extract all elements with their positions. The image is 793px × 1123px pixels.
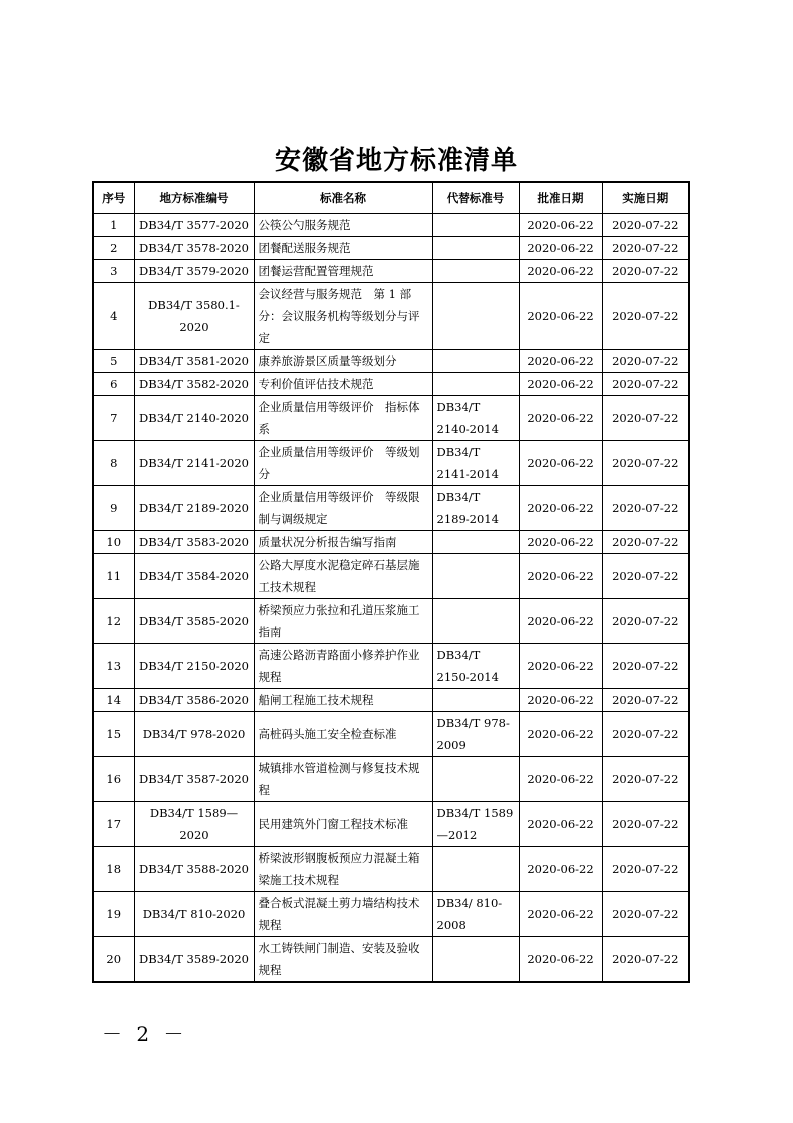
- cell-approved: 2020-06-22: [519, 802, 602, 847]
- cell-name: 高桩码头施工安全检查标准: [254, 712, 432, 757]
- cell-no: 3: [93, 260, 134, 283]
- cell-effective: 2020-07-22: [602, 712, 689, 757]
- cell-replaces: DB34/T 2140-2014: [432, 396, 519, 441]
- table-row: [93, 802, 689, 847]
- cell-effective: 2020-07-22: [602, 214, 689, 237]
- cell-code: DB34/T 810-2020: [134, 892, 254, 937]
- cell-no: 1: [93, 214, 134, 237]
- cell-code: DB34/T 3578-2020: [134, 237, 254, 260]
- cell-effective: 2020-07-22: [602, 644, 689, 689]
- cell-name: 水工铸铁闸门制造、安装及验收规程: [254, 937, 432, 983]
- cell-name: 公筷公勺服务规范: [254, 214, 432, 237]
- cell-approved: 2020-06-22: [519, 757, 602, 802]
- cell-no: 17: [93, 802, 134, 847]
- standards-table: [92, 181, 690, 983]
- cell-name: 高速公路沥青路面小修养护作业规程: [254, 644, 432, 689]
- cell-no: 6: [93, 373, 134, 396]
- cell-replaces: [432, 847, 519, 892]
- table-row: [93, 214, 689, 237]
- table-row: [93, 712, 689, 757]
- table-row: [93, 554, 689, 599]
- cell-replaces: DB34/T 2150-2014: [432, 644, 519, 689]
- table-row: [93, 847, 689, 892]
- cell-replaces: [432, 599, 519, 644]
- cell-no: 9: [93, 486, 134, 531]
- cell-name: 康养旅游景区质量等级划分: [254, 350, 432, 373]
- cell-name: 公路大厚度水泥稳定碎石基层施工技术规程: [254, 554, 432, 599]
- cell-effective: 2020-07-22: [602, 599, 689, 644]
- cell-effective: 2020-07-22: [602, 441, 689, 486]
- table-row: [93, 486, 689, 531]
- cell-no: 7: [93, 396, 134, 441]
- cell-replaces: DB34/T 978-2009: [432, 712, 519, 757]
- cell-replaces: DB34/ 810-2008: [432, 892, 519, 937]
- cell-replaces: [432, 214, 519, 237]
- cell-name: 专利价值评估技术规范: [254, 373, 432, 396]
- cell-name: 质量状况分析报告编写指南: [254, 531, 432, 554]
- cell-approved: 2020-06-22: [519, 237, 602, 260]
- cell-code: DB34/T 2150-2020: [134, 644, 254, 689]
- cell-name: 团餐运营配置管理规范: [254, 260, 432, 283]
- cell-no: 5: [93, 350, 134, 373]
- cell-code: DB34/T 3581-2020: [134, 350, 254, 373]
- cell-approved: 2020-06-22: [519, 486, 602, 531]
- table-row: [93, 283, 689, 350]
- cell-effective: 2020-07-22: [602, 373, 689, 396]
- table-row: [93, 599, 689, 644]
- page-title: 安徽省地方标准清单: [274, 146, 518, 176]
- cell-name: 企业质量信用等级评价 指标体系: [254, 396, 432, 441]
- table-body: [93, 214, 689, 983]
- cell-approved: 2020-06-22: [519, 599, 602, 644]
- cell-name: 船闸工程施工技术规程: [254, 689, 432, 712]
- cell-no: 13: [93, 644, 134, 689]
- cell-approved: 2020-06-22: [519, 260, 602, 283]
- header-no: 序号: [93, 182, 134, 214]
- cell-replaces: [432, 531, 519, 554]
- cell-replaces: [432, 689, 519, 712]
- cell-code: DB34/T 3577-2020: [134, 214, 254, 237]
- cell-replaces: [432, 937, 519, 983]
- cell-code: DB34/T 3579-2020: [134, 260, 254, 283]
- cell-effective: 2020-07-22: [602, 937, 689, 983]
- cell-approved: 2020-06-22: [519, 937, 602, 983]
- cell-code: DB34/T 978-2020: [134, 712, 254, 757]
- cell-name: 城镇排水管道检测与修复技术规程: [254, 757, 432, 802]
- cell-effective: 2020-07-22: [602, 757, 689, 802]
- cell-effective: 2020-07-22: [602, 283, 689, 350]
- cell-approved: 2020-06-22: [519, 644, 602, 689]
- cell-name: 民用建筑外门窗工程技术标准: [254, 802, 432, 847]
- cell-code: DB34/T 2189-2020: [134, 486, 254, 531]
- cell-replaces: [432, 373, 519, 396]
- cell-effective: 2020-07-22: [602, 237, 689, 260]
- cell-name: 会议经营与服务规范 第 1 部分：会议服务机构等级划分与评定: [254, 283, 432, 350]
- cell-code: DB34/T 2140-2020: [134, 396, 254, 441]
- table-row: [93, 350, 689, 373]
- cell-name: 叠合板式混凝土剪力墙结构技术规程: [254, 892, 432, 937]
- cell-effective: 2020-07-22: [602, 847, 689, 892]
- cell-no: 12: [93, 599, 134, 644]
- cell-name: 桥梁预应力张拉和孔道压浆施工指南: [254, 599, 432, 644]
- header-code: 地方标准编号: [134, 182, 254, 214]
- cell-code: DB34/T 3587-2020: [134, 757, 254, 802]
- cell-no: 2: [93, 237, 134, 260]
- cell-no: 4: [93, 283, 134, 350]
- table-row: [93, 260, 689, 283]
- cell-name: 企业质量信用等级评价 等级划分: [254, 441, 432, 486]
- cell-replaces: [432, 554, 519, 599]
- cell-code: DB34/T 3584-2020: [134, 554, 254, 599]
- cell-replaces: [432, 260, 519, 283]
- table-row: [93, 237, 689, 260]
- cell-approved: 2020-06-22: [519, 214, 602, 237]
- cell-replaces: DB34/T 2141-2014: [432, 441, 519, 486]
- cell-effective: 2020-07-22: [602, 260, 689, 283]
- table-row: [93, 757, 689, 802]
- cell-code: DB34/T 3580.1-2020: [134, 283, 254, 350]
- cell-approved: 2020-06-22: [519, 892, 602, 937]
- cell-approved: 2020-06-22: [519, 689, 602, 712]
- cell-no: 11: [93, 554, 134, 599]
- cell-replaces: [432, 283, 519, 350]
- table-row: [93, 644, 689, 689]
- cell-effective: 2020-07-22: [602, 689, 689, 712]
- header-replaces: 代替标准号: [432, 182, 519, 214]
- table-row: [93, 531, 689, 554]
- cell-code: DB34/T 3589-2020: [134, 937, 254, 983]
- cell-approved: 2020-06-22: [519, 373, 602, 396]
- cell-name: 企业质量信用等级评价 等级限制与调级规定: [254, 486, 432, 531]
- cell-code: DB34/T 2141-2020: [134, 441, 254, 486]
- header-name: 标准名称: [254, 182, 432, 214]
- cell-approved: 2020-06-22: [519, 531, 602, 554]
- cell-code: DB34/T 3588-2020: [134, 847, 254, 892]
- cell-no: 19: [93, 892, 134, 937]
- header-approved: 批准日期: [519, 182, 602, 214]
- cell-effective: 2020-07-22: [602, 554, 689, 599]
- cell-code: DB34/T 3586-2020: [134, 689, 254, 712]
- table-row: [93, 689, 689, 712]
- cell-effective: 2020-07-22: [602, 531, 689, 554]
- cell-name: 团餐配送服务规范: [254, 237, 432, 260]
- cell-effective: 2020-07-22: [602, 892, 689, 937]
- cell-approved: 2020-06-22: [519, 712, 602, 757]
- cell-effective: 2020-07-22: [602, 350, 689, 373]
- cell-approved: 2020-06-22: [519, 441, 602, 486]
- cell-approved: 2020-06-22: [519, 554, 602, 599]
- cell-effective: 2020-07-22: [602, 802, 689, 847]
- table-row: [93, 396, 689, 441]
- cell-replaces: [432, 350, 519, 373]
- cell-no: 16: [93, 757, 134, 802]
- table-row: [93, 373, 689, 396]
- cell-effective: 2020-07-22: [602, 396, 689, 441]
- page-number: － 2 －: [102, 1022, 188, 1046]
- cell-approved: 2020-06-22: [519, 283, 602, 350]
- table-row: [93, 892, 689, 937]
- table-row: [93, 441, 689, 486]
- cell-replaces: [432, 237, 519, 260]
- cell-name: 桥梁波形钢腹板预应力混凝土箱梁施工技术规程: [254, 847, 432, 892]
- cell-no: 10: [93, 531, 134, 554]
- cell-no: 8: [93, 441, 134, 486]
- cell-code: DB34/T 1589—2020: [134, 802, 254, 847]
- cell-approved: 2020-06-22: [519, 350, 602, 373]
- cell-no: 15: [93, 712, 134, 757]
- cell-replaces: [432, 757, 519, 802]
- cell-effective: 2020-07-22: [602, 486, 689, 531]
- cell-code: DB34/T 3585-2020: [134, 599, 254, 644]
- cell-code: DB34/T 3582-2020: [134, 373, 254, 396]
- header-effective: 实施日期: [602, 182, 689, 214]
- cell-code: DB34/T 3583-2020: [134, 531, 254, 554]
- cell-approved: 2020-06-22: [519, 396, 602, 441]
- table-header-row: [93, 182, 689, 214]
- cell-replaces: DB34/T 1589—2012: [432, 802, 519, 847]
- cell-no: 14: [93, 689, 134, 712]
- cell-replaces: DB34/T 2189-2014: [432, 486, 519, 531]
- cell-no: 18: [93, 847, 134, 892]
- table-row: [93, 937, 689, 983]
- cell-no: 20: [93, 937, 134, 983]
- cell-approved: 2020-06-22: [519, 847, 602, 892]
